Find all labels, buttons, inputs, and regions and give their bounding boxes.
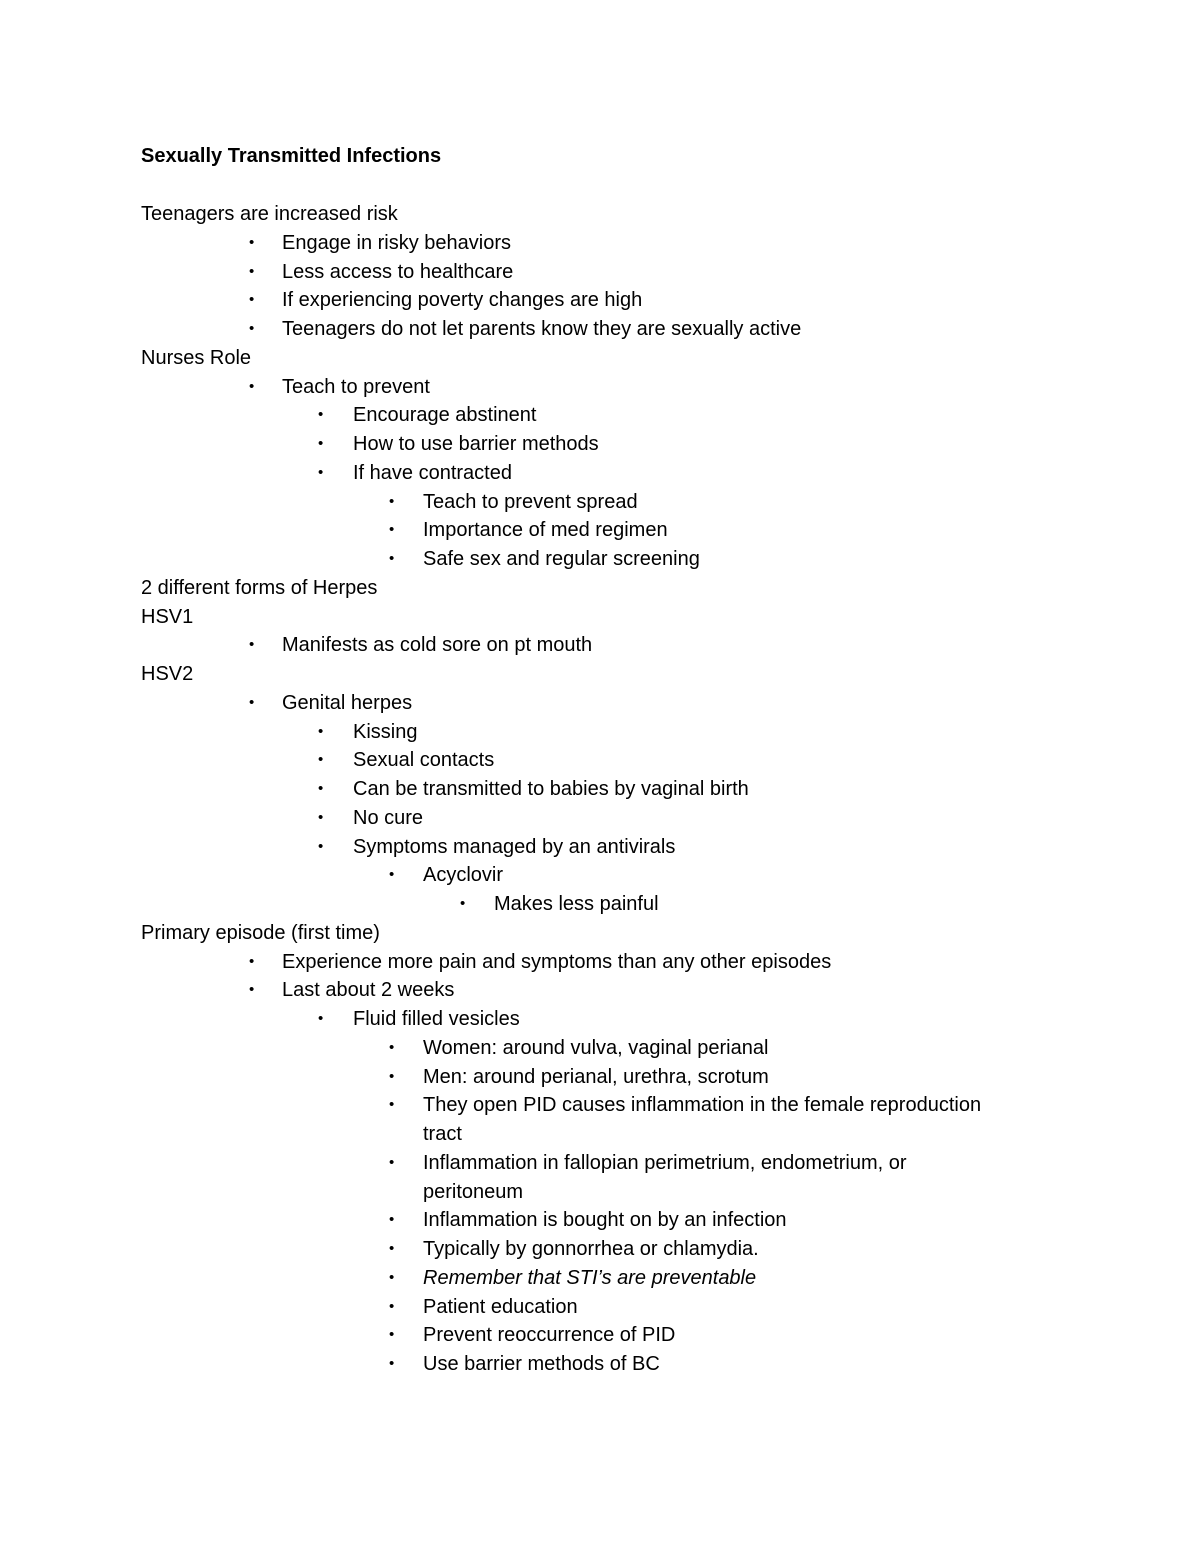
bullet-icon: •	[249, 636, 255, 654]
list-item: Patient education	[423, 1295, 578, 1318]
list-item: Acyclovir	[423, 864, 504, 887]
document-title: Sexually Transmitted Infections	[141, 145, 442, 167]
section-heading: Nurses Role	[141, 346, 252, 369]
list-item: Symptoms managed by an antivirals	[353, 835, 676, 858]
bullet-icon: •	[389, 492, 395, 510]
list-item: Last about 2 weeks	[282, 979, 455, 1002]
bullet-icon: •	[389, 1240, 395, 1257]
bullet-icon: •	[249, 693, 255, 711]
bullet-icon: •	[249, 233, 255, 251]
list-item: Prevent reoccurrence of PID	[423, 1324, 676, 1347]
section-heading: HSV1	[141, 605, 194, 628]
bullet-icon: •	[389, 1038, 395, 1056]
list-item: Teach to prevent	[282, 375, 430, 398]
list-item: If have contracted	[353, 461, 512, 484]
bullet-icon: •	[389, 1211, 395, 1229]
list-item: Remember that STI’s are preventable	[423, 1266, 757, 1289]
list-item: Men: around perianal, urethra, scrotum	[423, 1065, 769, 1088]
section-heading: HSV2	[141, 663, 194, 685]
list-item: Women: around vulva, vaginal perianal	[423, 1036, 769, 1059]
list-item: Makes less painful	[494, 893, 659, 915]
section-heading: 2 different forms of Herpes	[141, 576, 378, 599]
bullet-icon: •	[318, 406, 324, 424]
list-item: Fluid filled vesicles	[353, 1008, 520, 1030]
bullet-icon: •	[389, 1297, 395, 1315]
list-item: Genital herpes	[282, 691, 413, 714]
bullet-icon: •	[249, 291, 255, 309]
bullet-icon: •	[249, 320, 255, 337]
bullet-icon: •	[389, 1153, 395, 1171]
section-heading: Primary episode (first time)	[141, 921, 380, 944]
bullet-icon: •	[249, 981, 255, 999]
list-item-continuation: tract	[423, 1123, 462, 1145]
list-item: Importance of med regimen	[423, 519, 668, 542]
bullet-icon: •	[318, 751, 324, 769]
list-item: Can be transmitted to babies by vaginal birth	[353, 778, 749, 800]
bullet-icon: •	[318, 435, 324, 452]
bullet-icon: •	[389, 550, 395, 567]
list-item: Kissing	[353, 720, 418, 743]
list-item: They open PID causes inflammation in the female reproduction	[423, 1094, 982, 1117]
list-item: Engage in risky behaviors	[282, 231, 512, 254]
list-item: Teenagers do not let parents know they are sexually active	[282, 318, 802, 340]
bullet-icon: •	[318, 1010, 324, 1027]
list-item: Manifests as cold sore on pt mouth	[282, 634, 593, 657]
bullet-icon: •	[318, 808, 324, 826]
bullet-icon: •	[389, 866, 395, 884]
bullet-icon: •	[318, 780, 324, 797]
bullet-icon: •	[389, 1067, 395, 1085]
list-item: No cure	[353, 806, 424, 829]
bullet-icon: •	[249, 952, 255, 970]
bullet-icon: •	[389, 1096, 395, 1114]
list-item: Encourage abstinent	[353, 404, 537, 427]
list-item: Less access to healthcare	[282, 260, 514, 283]
list-item: Typically by gonnorrhea or chlamydia.	[423, 1238, 759, 1260]
list-item: Use barrier methods of BC	[423, 1353, 660, 1375]
list-item: Sexual contacts	[353, 749, 495, 772]
bullet-icon: •	[249, 262, 255, 280]
list-item: Teach to prevent spread	[423, 490, 638, 513]
list-item: Experience more pain and symptoms than any other episodes	[282, 950, 832, 973]
list-item: If experiencing poverty changes are high	[282, 289, 643, 312]
list-item-continuation: peritoneum	[423, 1180, 524, 1203]
bullet-icon: •	[318, 837, 324, 855]
bullet-icon: •	[389, 1355, 395, 1372]
bullet-icon: •	[318, 722, 324, 740]
bullet-icon: •	[318, 463, 324, 481]
bullet-icon: •	[389, 1268, 395, 1286]
list-item: Inflammation is bought on by an infection	[423, 1209, 787, 1232]
bullet-icon: •	[249, 377, 255, 395]
list-item: Inflammation in fallopian perimetrium, endometrium, or	[423, 1151, 907, 1174]
section-heading: Teenagers are increased risk	[141, 203, 398, 225]
list-item: Safe sex and regular screening	[423, 548, 700, 570]
list-item: How to use barrier methods	[353, 433, 599, 455]
bullet-icon: •	[389, 521, 395, 539]
bullet-icon: •	[460, 895, 466, 912]
bullet-icon: •	[389, 1326, 395, 1344]
